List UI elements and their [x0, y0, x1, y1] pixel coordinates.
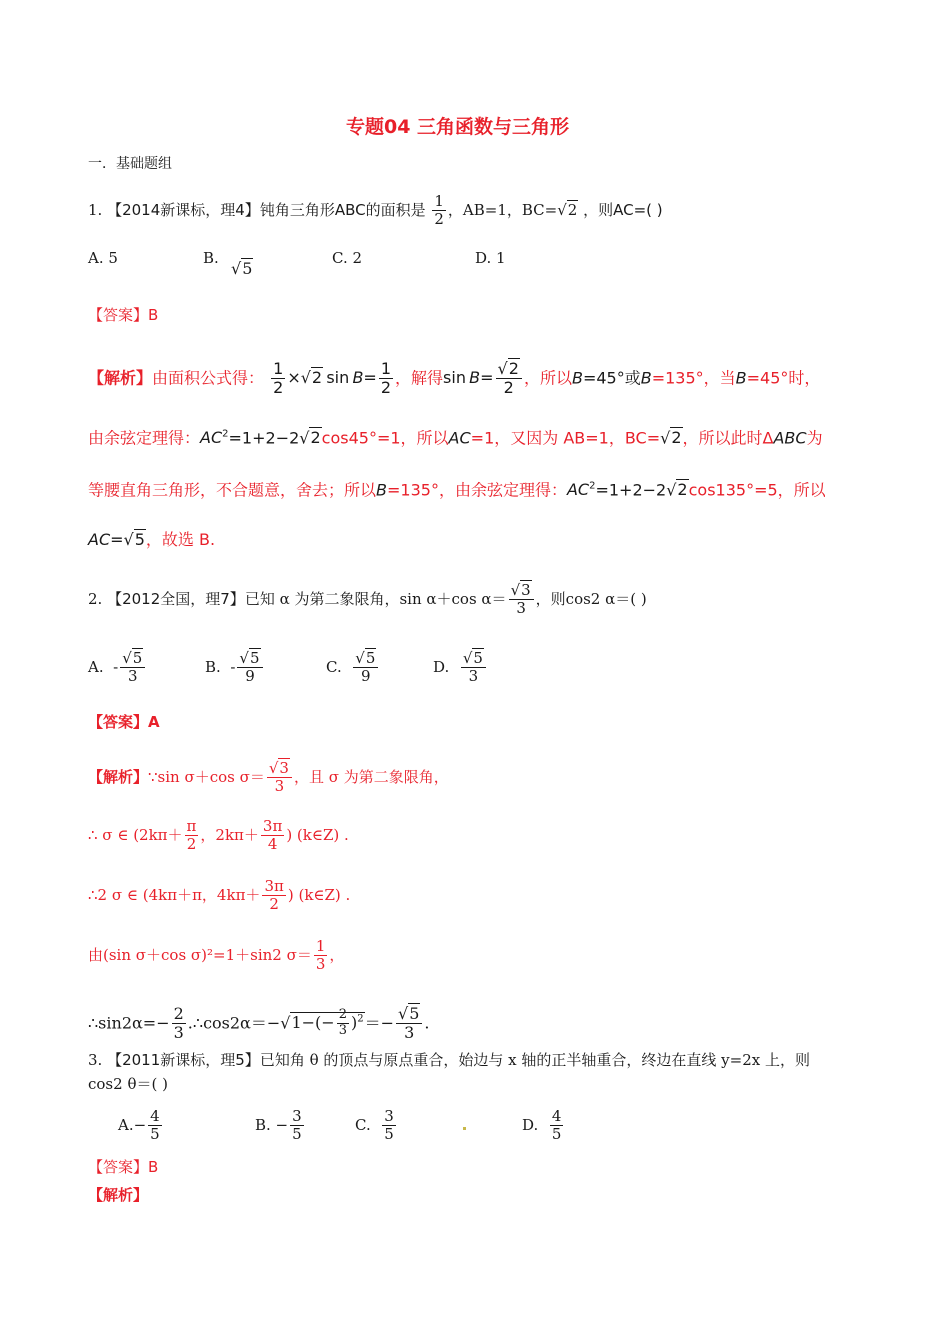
page-title: 专题04 三角函数与三角形	[346, 116, 570, 138]
stem-text: ，AB=1，BC=	[447, 200, 558, 219]
option-a: A. - $\frac{√5}{3}$	[88, 650, 147, 686]
option-a: A. 5	[88, 249, 118, 267]
answer-label: 【答案】B	[88, 306, 159, 324]
math-expression: $AC^2$	[200, 428, 229, 448]
option-b: B.	[203, 249, 219, 267]
solution-text: 由余弦定理得：	[88, 428, 201, 448]
solution-text: =135°，由余弦定理得：	[387, 480, 567, 500]
solution-text: ，且 σ 为第二象限角，	[293, 767, 449, 786]
solution-text: =135°，当	[651, 368, 736, 388]
stem-text: cos2 θ＝( )	[88, 1075, 168, 1093]
solution-line	[88, 532, 215, 548]
fraction: $\frac{1}{2}$	[434, 192, 444, 229]
solution-text: ，所以此时Δ	[682, 428, 774, 448]
option-d: D. $\frac{√5}{3}$	[433, 650, 488, 686]
option-d: D. 1	[475, 249, 506, 267]
stem-text: 已知角 θ 的顶点与原点重合，始边与 x 轴的正半轴重合，终边在直线 y=2x 上，则	[259, 1051, 810, 1069]
option-c: C. $\frac{3}{5}$	[355, 1107, 394, 1144]
solution-line: ∴sin2α=− $\frac{2}{3}$ .∴cos2α＝−√1−(− $\frac{2}{3}$ )$^2$＝− $\frac{√5}{3}$ .	[88, 1004, 430, 1043]
solution-line: ∴2 σ ∈ (4kπ＋π，4kπ＋ $\frac{3\pi}{2}$ ) (k∈Z) .	[88, 877, 351, 914]
math-text: ＝−	[364, 1013, 395, 1033]
question-2-stem	[88, 582, 647, 618]
solution-text: 等腰直角三角形，不合题意，舍去；所以	[88, 480, 377, 500]
section-heading: 一．基础题组	[88, 156, 172, 172]
math-text: =1+2−2	[228, 428, 300, 448]
solution-text: 为	[806, 428, 823, 448]
answer-label: 【答案】A	[88, 713, 160, 731]
option-a: A.− $\frac{4}{5}$	[118, 1107, 160, 1144]
solution-line: 【解析】∵sin σ＋cos σ＝ $\frac{√3}{3}$ ，且 σ 为第二象限角，	[88, 759, 449, 796]
option-c: C. $\frac{√5}{9}$	[326, 650, 380, 686]
question-3-stem	[88, 1053, 810, 1068]
math-text: .	[424, 1013, 430, 1033]
solution-line: ∴ σ ∈ (2kπ＋ $\frac{\pi}{2}$ ，2kπ＋ $\frac{3\pi}{4}$ ) (k∈Z) .	[88, 817, 349, 854]
solution-line: 由余弦定理得：$AC^2=1+2-2√2\cos 45^\circ=1$，所以AC=1，又因为 AB=1，BC=√2，所以此时ΔABC为	[88, 428, 823, 448]
math-text: .∴cos2α＝−	[187, 1013, 281, 1033]
solution-text: ∴ σ ∈ (2kπ＋	[88, 825, 183, 844]
solution-label: 【解析】	[88, 368, 153, 388]
solution-text: ，解得	[395, 368, 444, 388]
math-expression: $\frac{1}{2}$ ×√2 sin B= $\frac{1}{2}$	[273, 359, 392, 398]
math-text: =1+2−2	[595, 480, 667, 500]
solution-text: ) (k∈Z) .	[286, 825, 349, 844]
solution-text: ∵sin σ＋cos σ＝	[148, 767, 265, 786]
option-d: D. $\frac{4}{5}$	[522, 1107, 562, 1144]
question-number: 3.	[88, 1051, 103, 1069]
solution-line: 由(sin σ＋cos σ)²=1＋sin2 σ＝ $\frac{1}{3}$ ，	[88, 937, 345, 974]
solution-text: =1，又因为 AB=1，BC=	[470, 428, 661, 448]
solution-text: cos45°=1，所以	[321, 428, 449, 448]
question-number: 2.	[88, 589, 103, 608]
fraction: $\frac{√3}{3}$	[509, 582, 534, 618]
math-expression: AC=√5	[88, 530, 145, 549]
question-1-stem	[88, 193, 663, 229]
option-b: B. - $\frac{√5}{9}$	[205, 650, 265, 686]
option-c: C. 2	[332, 249, 363, 267]
solution-line: 等腰直角三角形，不合题意，舍去；所以B=135°，由余弦定理得：$AC^2=1+2-2√2\cos 135^\circ=5$，所以	[88, 480, 826, 500]
solution-text: ) (k∈Z) .	[287, 885, 351, 904]
stem-text: ，则AC=( )	[583, 200, 663, 219]
source-tag: 【2011新课标，理5】	[107, 1051, 260, 1069]
solution-label: 【解析】	[88, 767, 149, 786]
solution-text: ，	[329, 945, 345, 964]
stem-text: 已知 α 为第二象限角，sin α＋cos α＝	[244, 589, 507, 608]
stem-text: ，则cos2 α＝( )	[535, 589, 647, 608]
solution-text: cos135°=5，所以	[688, 480, 826, 500]
math-text: =45°或	[582, 368, 641, 388]
solution-text: =45°时，	[746, 368, 821, 388]
solution-text: 由(sin σ＋cos σ)²=1＋sin2 σ＝	[88, 945, 312, 964]
math-text: ∴sin2α=−	[88, 1013, 170, 1033]
solution-text: ，2kπ＋	[200, 825, 259, 844]
answer-label: 【答案】B	[88, 1158, 159, 1176]
solution-text: ∴2 σ ∈ (4kπ＋π，4kπ＋	[88, 885, 261, 904]
source-tag: 【2012全国，理7】	[107, 589, 245, 608]
sqrt: √5	[231, 259, 253, 278]
solution-text: ，所以	[523, 368, 572, 388]
question-number: 1.	[88, 200, 103, 219]
solution-text: 由面积公式得：	[152, 368, 265, 388]
source-tag: 【2014新课标，理4】	[107, 200, 260, 219]
option-b: B. − $\frac{3}{5}$	[255, 1107, 302, 1144]
solution-text: ，故选 B.	[145, 530, 216, 549]
stem-text: 钝角三角形ABC的面积是	[259, 200, 426, 219]
math-expression: sin B= $\frac{√2}{2}$	[443, 368, 524, 387]
stray-dot	[463, 1127, 466, 1130]
solution-label: 【解析】	[88, 1186, 149, 1204]
solution-line: 【解析】由面积公式得： $\frac{1}{2}$ ×√2 sin B= $\frac{1}{2}$ ，解得sin B= $\frac{√2}{2}$ ，所以B=45°或B=135°，当B=45°时，	[88, 359, 821, 398]
sqrt: √2	[557, 200, 578, 219]
